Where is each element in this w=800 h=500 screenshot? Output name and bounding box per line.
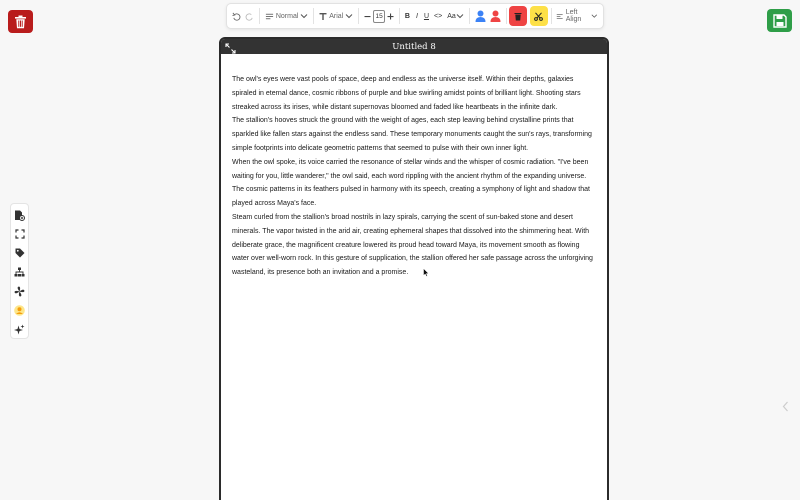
- align-label: Left Align: [565, 9, 582, 23]
- plus-icon: [387, 13, 394, 20]
- document-editor: [219, 37, 609, 500]
- text-type-icon: [319, 12, 327, 21]
- font-family-select[interactable]: [317, 6, 355, 26]
- block-type-label: Normal: [275, 12, 299, 20]
- document-header: [221, 39, 607, 54]
- toolbar-divider: [259, 8, 260, 24]
- expand-button[interactable]: [225, 41, 236, 52]
- toolbar-divider: [399, 8, 400, 24]
- add-file-icon: [14, 210, 25, 221]
- paragraph-icon: [265, 12, 274, 21]
- avatar-icon: [14, 305, 25, 316]
- trash-icon: [514, 12, 522, 21]
- toolbar-divider: [469, 8, 470, 24]
- font-size-input[interactable]: 15: [373, 10, 385, 23]
- increase-font-size-button[interactable]: [385, 6, 396, 26]
- chevron-down-icon: [591, 12, 598, 20]
- tag-icon: [15, 248, 25, 258]
- delete-document-button[interactable]: [8, 10, 33, 33]
- text-case-label: Aa: [447, 12, 456, 20]
- document-title[interactable]: Untitled 8: [392, 41, 436, 52]
- undo-icon: [232, 12, 241, 21]
- chevron-left-icon[interactable]: [782, 401, 789, 412]
- ai-assist-button[interactable]: [13, 322, 26, 336]
- cut-button[interactable]: [530, 6, 547, 26]
- toolbar-divider: [313, 8, 314, 24]
- hierarchy-button[interactable]: [13, 265, 26, 279]
- user-blue-icon: [475, 10, 486, 22]
- fan-button[interactable]: [13, 284, 26, 298]
- fullscreen-icon: [15, 229, 25, 239]
- fullscreen-button[interactable]: [13, 227, 26, 241]
- paragraph: Steam curled from the stallion's broad nostrils in lazy spirals, carrying the scent of sun-baked stone and desert minerals. The vapor twisted in the arid air, creating ephemeral shapes that dissolved into the shimmering heat. With deliberate grace, the magnificent creature lowered its proud head toward Maya, its movement smooth as flowing water over well-worn rock. In this gesture of supplication, the stallion offered her safe passage across the unforgiving wasteland, its presence both an invitation and a promise.: [232, 213, 593, 277]
- collaborator-blue[interactable]: [473, 6, 488, 26]
- align-select[interactable]: [554, 6, 600, 26]
- underline-button[interactable]: U: [423, 12, 429, 20]
- profile-button[interactable]: [13, 303, 26, 317]
- toolbar-divider: [358, 8, 359, 24]
- paragraph: The owl's eyes were vast pools of space, deep and endless as the universe itself. Within their depths, galaxies spiraled in eternal dance, cosmic ribbons of purple and blue swirling amidst points of brilliant light. Shooting stars streaked across its irises, while distant supernovas bloomed and faded like heartbeats in the infinite dark.: [232, 76, 581, 111]
- trash-icon: [14, 15, 27, 29]
- paragraph: The stallion's hooves struck the ground with the weight of ages, each step leaving behind crystalline prints that sparkled like fallen stars against the endless sand. These temporary monuments caught the sun's rays, transforming simple footprints into delicate geometric patterns that seemed to pulse with their own inner light.: [232, 117, 592, 152]
- align-left-icon: [556, 12, 563, 21]
- tags-button[interactable]: [13, 246, 26, 260]
- scissors-icon: [534, 12, 543, 21]
- code-button[interactable]: <>: [434, 12, 443, 20]
- minus-icon: [364, 13, 371, 20]
- decrease-font-size-button[interactable]: [362, 6, 373, 26]
- add-file-button[interactable]: [13, 208, 26, 222]
- font-family-label: Arial: [329, 12, 344, 20]
- delete-block-button[interactable]: [509, 6, 526, 26]
- save-button[interactable]: [767, 9, 792, 32]
- collaborator-red[interactable]: [488, 6, 503, 26]
- save-icon: [773, 14, 787, 28]
- formatting-toolbar: [226, 3, 604, 29]
- fan-icon: [14, 286, 25, 297]
- toolbar-divider: [506, 8, 507, 24]
- redo-button[interactable]: [243, 6, 256, 26]
- text-case-select[interactable]: [445, 6, 466, 26]
- cursor-icon: [423, 268, 429, 277]
- chevron-down-icon: [456, 12, 464, 20]
- block-type-select[interactable]: [263, 6, 311, 26]
- paragraph: When the owl spoke, its voice carried the resonance of stellar winds and the whisper of cosmic radiation. "I've been waiting for you, little wanderer," the owl said, each word rippling with the ancient rhythm of the expanding universe. The cosmic patterns in its feathers pulsed in harmony with its speech, creating a symphony of light and shadow that played across Maya's face.: [232, 158, 590, 208]
- user-red-icon: [490, 10, 501, 22]
- bold-button[interactable]: B: [404, 12, 410, 20]
- toolbar-divider: [551, 8, 552, 24]
- chevron-down-icon: [345, 12, 353, 20]
- redo-icon: [245, 12, 254, 21]
- italic-button[interactable]: I: [415, 12, 418, 20]
- side-tools-panel: [10, 203, 29, 339]
- undo-button[interactable]: [230, 6, 243, 26]
- sparkle-icon: [14, 324, 25, 335]
- expand-icon: [225, 43, 236, 54]
- hierarchy-icon: [14, 267, 25, 277]
- chevron-down-icon: [300, 12, 308, 20]
- document-body[interactable]: [221, 54, 607, 280]
